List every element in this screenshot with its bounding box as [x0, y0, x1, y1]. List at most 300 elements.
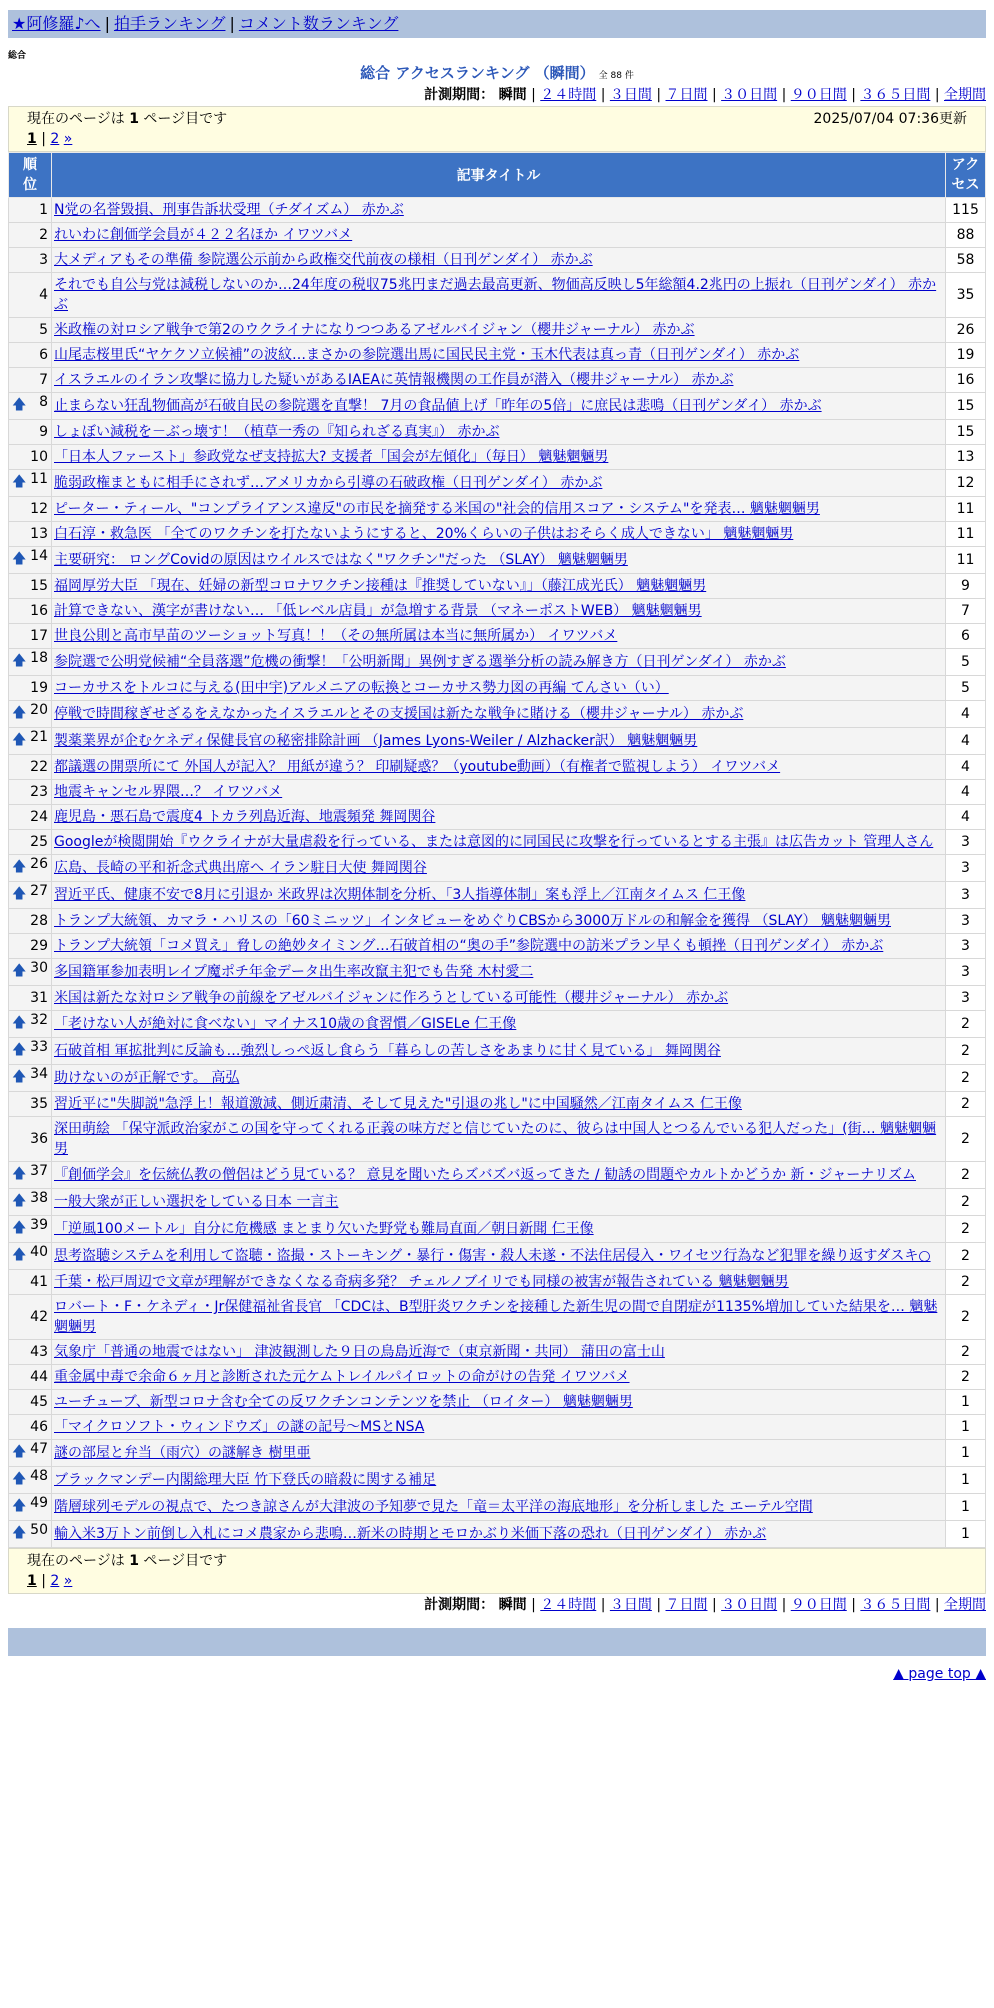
access-count: 3	[946, 959, 986, 986]
table-row	[9, 959, 986, 986]
access-count: 11	[946, 522, 986, 547]
rank-number: 32	[30, 1012, 48, 1028]
rank-up-arrow-icon: 🡅	[12, 886, 27, 902]
title-cell	[52, 1189, 946, 1216]
access-count: 19	[946, 343, 986, 368]
access-count: 11	[946, 497, 986, 522]
period-option-link[interactable]: ３０日間	[721, 1597, 778, 1613]
article-link[interactable]: 米政権の対ロシア戦争で第2のウクライナになりつつあるアゼルバイジャン（櫻井ジャーナル） 赤かぶ	[54, 322, 695, 338]
access-count: 2	[946, 1065, 986, 1092]
period-separator: |	[651, 1597, 666, 1613]
title-cell	[52, 248, 946, 273]
rank-number: 12	[30, 501, 48, 517]
rank-cell	[9, 728, 52, 755]
article-link[interactable]: 鹿児島・悪石島で震度4 トカラ列島近海、地震頻発 舞岡関谷	[54, 809, 436, 825]
rank-cell	[9, 986, 52, 1011]
article-link[interactable]: トランプ大統領「コメ買え」脅しの絶妙タイミング…石破首相の“奥の手”参院選中の訪米プラン早くも頓挫（日刊ゲンダイ） 赤かぶ	[54, 938, 884, 954]
rank-number: 41	[30, 1274, 48, 1290]
table-row	[9, 368, 986, 393]
header-rank-label: 順位	[23, 157, 37, 193]
article-link[interactable]: 謎の部屋と弁当（雨穴）の謎解き 樹里亜	[54, 1445, 311, 1461]
rank-up-arrow-icon: 🡅	[12, 1247, 27, 1263]
rank-number: 29	[30, 938, 48, 954]
article-link[interactable]: ロバート・F・ケネディ・Jr保健福祉省長官 「CDCは、B型肝炎ワクチンを接種した新生児の間で自閉症が1135%増加していた結果を… 魑魅魍魎男	[54, 1299, 938, 1335]
article-link[interactable]: N党の名誉毀損、刑事告訴状受理（チダイズム） 赤かぶ	[54, 202, 404, 218]
article-link[interactable]: 習近平氏、健康不安で8月に引退か 米政界は次期体制を分析、「3人指導体制」案も浮上／江南タイムス 仁王像	[54, 887, 746, 903]
article-link[interactable]: 深田萌絵 「保守派政治家がこの国を守ってくれる正義の味方だと信じていたのに、彼らは中国人とつるんでいる犯人だった」(街… 魑魅魍魎男	[54, 1121, 937, 1157]
rank-number: 19	[30, 680, 48, 696]
article-link[interactable]: ユーチューブ、新型コロナ含む全ての反ワクチンコンテンツを禁止 （ロイター） 魑魅魍魎男	[54, 1394, 633, 1410]
article-link[interactable]: それでも自公与党は減税しないのか…24年度の税収75兆円まだ過去最高更新、物価高反映し5年総額4.2兆円の上振れ（日刊ゲンダイ） 赤かぶ	[54, 277, 937, 313]
title-cell	[52, 649, 946, 676]
article-link[interactable]: 計算できない、漢字が書けない… 「低レベル店員」が急増する背景 （マネーポストWEB） 魑魅魍魎男	[54, 603, 702, 619]
current-page-number: 1	[129, 111, 139, 127]
article-link[interactable]: Googleが検閲開始『ウクライナが大量虐殺を行っている、または意図的に同国民に攻撃を行っているとする主張』は広告カット 管理人さん	[54, 834, 934, 850]
article-link[interactable]: ブラックマンデー内閣総理大臣 竹下登氏の暗殺に関する補足	[54, 1472, 437, 1488]
rank-number: 7	[39, 372, 48, 388]
table-row	[9, 393, 986, 420]
period-separator: |	[596, 1597, 610, 1613]
access-count: 15	[946, 393, 986, 420]
rank-up-arrow-icon: 🡅	[12, 1498, 27, 1514]
rank-cell	[9, 1038, 52, 1065]
title-cell	[52, 755, 946, 780]
next-page-link[interactable]: »	[63, 1573, 73, 1589]
table-row	[9, 198, 986, 223]
table-row	[9, 1467, 986, 1494]
rank-number: 31	[30, 990, 48, 1006]
period-option-link[interactable]: ２４時間	[540, 87, 597, 103]
title-cell	[52, 934, 946, 959]
title-cell	[52, 273, 946, 318]
rank-cell	[9, 497, 52, 522]
category-label: 総合	[8, 51, 27, 61]
table-row	[9, 1162, 986, 1189]
access-count: 115	[946, 198, 986, 223]
title-cell	[52, 1340, 946, 1365]
access-count: 1	[946, 1467, 986, 1494]
period-option-link[interactable]: ２４時間	[540, 1597, 597, 1613]
article-link[interactable]: 輸入米3万トン前倒し入札にコメ農家から悲鳴…新米の時期とモロかぶり米価下落の恐れ（日刊ゲンダイ） 赤かぶ	[54, 1526, 767, 1542]
rank-cell	[9, 830, 52, 855]
table-row	[9, 273, 986, 318]
article-link[interactable]: 製薬業界が企むケネディ保健長官の秘密排除計画 （James Lyons-Weiler / Alzhacker訳） 魑魅魍魎男	[54, 733, 698, 749]
period-separator: |	[531, 1597, 541, 1613]
period-option-link[interactable]: ９０日間	[790, 1597, 847, 1613]
article-link[interactable]: 「日本人ファースト」参政党なぜ支持拡大? 支援者「国会が左傾化」（毎日） 魑魅魍魎男	[54, 449, 609, 465]
access-count: 11	[946, 547, 986, 574]
period-option-link[interactable]: ９０日間	[790, 87, 847, 103]
access-count: 3	[946, 909, 986, 934]
article-link[interactable]: 米国は新たな対ロシア戦争の前線をアゼルバイジャンに作ろうとしている可能性（櫻井ジャーナル） 赤かぶ	[54, 990, 729, 1006]
title-cell	[52, 223, 946, 248]
current-page-pre: 現在のページは	[27, 1553, 125, 1569]
page-link[interactable]: 2	[50, 1573, 60, 1589]
rank-cell	[9, 547, 52, 574]
access-count: 9	[946, 574, 986, 599]
period-option-link[interactable]: ３日間	[609, 87, 652, 103]
title-cell	[52, 780, 946, 805]
rank-cell	[9, 805, 52, 830]
access-count: 4	[946, 805, 986, 830]
period-label: 計測期間：	[424, 1597, 495, 1613]
article-link[interactable]: コーカサスをトルコに与える(田中宇)アルメニアの転換とコーカサス勢力図の再編 てんさい（い）	[54, 680, 669, 696]
rank-cell	[9, 1415, 52, 1440]
article-link[interactable]: 地震キャンセル界隈…？ イワツバメ	[54, 784, 283, 800]
access-count: 26	[946, 318, 986, 343]
nav-separator: |	[104, 14, 110, 33]
article-link[interactable]: 『創価学会』を伝統仏教の僧侶はどう見ている？ 意見を聞いたらズバズバ返ってきた / 勧誘の問題やカルトかどうか 新・ジャーナリズム	[54, 1167, 916, 1183]
article-link[interactable]: 多国籍軍参加表明レイプ魔ポチ年金データ出生率改竄主犯でも告発 木村愛二	[54, 964, 534, 980]
article-link[interactable]: ピーター・ティール、"コンプライアンス違反"の市民を摘発する米国の"社会的信用スコア・システム"を発表… 魑魅魍魎男	[54, 501, 820, 517]
current-page-indicator: 1	[27, 131, 37, 147]
title-cell	[52, 1065, 946, 1092]
title-cell	[52, 676, 946, 701]
rank-cell	[9, 1117, 52, 1162]
table-row	[9, 986, 986, 1011]
current-page-text	[27, 109, 227, 129]
article-link[interactable]: 脆弱政権まともに相手にされず…アメリカから引導の石破政権（日刊ゲンダイ） 赤かぶ	[54, 475, 603, 491]
article-link[interactable]: 山尾志桜里氏“ヤケクソ立候補”の波紋…まさかの参院選出馬に国民民主党・玉木代表は真っ青（日刊ゲンダイ） 赤かぶ	[54, 347, 800, 363]
table-row	[9, 649, 986, 676]
article-link[interactable]: 参院選で公明党候補“全員落選”危機の衝撃！「公明新聞」異例すぎる選挙分析の読み解き方（日刊ゲンダイ） 赤かぶ	[54, 654, 786, 670]
period-separator: |	[777, 87, 791, 103]
table-row	[9, 830, 986, 855]
title-cell	[52, 805, 946, 830]
table-row	[9, 1494, 986, 1521]
title-cell	[52, 701, 946, 728]
article-link[interactable]: 重金属中毒で余命６ヶ月と診断された元ケムトレイルパイロットの命がけの告発 イワツバメ	[54, 1369, 630, 1385]
article-link[interactable]: 停戦で時間稼ぎせざるをえなかったイスラエルとその支援国は新たな戦争に賭ける（櫻井ジャーナル） 赤かぶ	[54, 706, 744, 722]
rank-number: 34	[30, 1066, 48, 1082]
title-cell	[52, 728, 946, 755]
period-option-link[interactable]: ３６５日間	[860, 87, 931, 103]
access-count: 2	[946, 1243, 986, 1270]
table-row	[9, 343, 986, 368]
access-count: 1	[946, 1415, 986, 1440]
article-link[interactable]: 福岡厚労大臣 「現在、妊婦の新型コロナワクチン接種は『推奨していない』」（藤江成光氏） 魑魅魍魎男	[54, 578, 707, 594]
article-link[interactable]: 「逆風100メートル」自分に危機感 まとまり欠いた野党も難局直面／朝日新聞 仁王像	[54, 1221, 594, 1237]
page-top-link[interactable]: ▲ page top ▲	[893, 1666, 986, 1682]
period-separator: |	[707, 87, 722, 103]
access-count: 4	[946, 755, 986, 780]
period-option-link[interactable]: ３日間	[609, 1597, 652, 1613]
title-cell	[52, 1415, 946, 1440]
article-link[interactable]: 千葉・松戸周辺で文章が理解ができなくなる奇病多発？ チェルノブイリでも同様の被害が報告されている 魑魅魍魎男	[54, 1274, 789, 1290]
rank-cell	[9, 1494, 52, 1521]
access-count: 2	[946, 1365, 986, 1390]
article-link[interactable]: 「老けない人が絶対に食べない」マイナス10歳の食習慣／GISELe 仁王像	[54, 1016, 517, 1032]
title-cell	[52, 1440, 946, 1467]
rank-number: 8	[39, 394, 48, 410]
access-count: 4	[946, 728, 986, 755]
rank-number: 27	[30, 883, 48, 899]
table-row	[9, 1390, 986, 1415]
title-cell	[52, 1521, 946, 1548]
article-link[interactable]: 「マイクロソフト・ウィンドウズ」の謎の記号〜MSとNSA	[54, 1419, 425, 1435]
title-cell	[52, 393, 946, 420]
access-count: 3	[946, 855, 986, 882]
article-link[interactable]: 白石淳・救急医 「全てのワクチンを打たないようにすると、20%くらいの子供はおそらく成人できない」 魑魅魍魎男	[54, 526, 794, 542]
page-title	[8, 62, 986, 84]
article-link[interactable]: 思考盗聴システムを利用して盗聴・盗撮・ストーキング・暴行・傷害・殺人未遂・不法住居侵入・ワイセツ行為など犯罪を繰り返すダスキ○	[54, 1248, 931, 1264]
article-link[interactable]: イスラエルのイラン攻撃に協力した疑いがあるIAEAに英情報機関の工作員が潜入（櫻井ジャーナル） 赤かぶ	[54, 372, 734, 388]
article-link[interactable]: れいわに創価学会員が４２２名ほか イワツバメ	[54, 227, 353, 243]
article-link[interactable]: 大メディアもその準備 参院選公示前から政権交代前夜の様相（日刊ゲンダイ） 赤かぶ	[54, 252, 593, 268]
table-row	[9, 547, 986, 574]
page-separator: |	[36, 131, 51, 147]
rank-cell	[9, 445, 52, 470]
rank-cell	[9, 393, 52, 420]
title-cell	[52, 470, 946, 497]
access-count: 13	[946, 445, 986, 470]
clap-ranking-link[interactable]: 拍手ランキング	[113, 14, 226, 33]
period-separator: |	[531, 87, 541, 103]
table-row	[9, 624, 986, 649]
access-count: 2	[946, 1340, 986, 1365]
title-cell	[52, 420, 946, 445]
period-current: 瞬間	[498, 87, 527, 103]
title-cell	[52, 830, 946, 855]
rank-cell	[9, 574, 52, 599]
rank-number: 20	[30, 702, 48, 718]
title-cell	[52, 1494, 946, 1521]
rank-number: 25	[30, 834, 48, 850]
table-row	[9, 805, 986, 830]
access-count: 3	[946, 934, 986, 959]
rank-cell	[9, 855, 52, 882]
access-count: 2	[946, 1011, 986, 1038]
rank-cell	[9, 1243, 52, 1270]
ranking-table	[8, 152, 986, 1548]
rank-cell	[9, 248, 52, 273]
table-row	[9, 445, 986, 470]
table-row	[9, 318, 986, 343]
article-link[interactable]: 石破首相 軍拡批判に反論も…強烈しっぺ返し食らう「暮らしの苦しさをあまりに甘く見ている」 舞岡関谷	[54, 1043, 721, 1059]
current-page-text	[27, 1551, 227, 1571]
rank-cell	[9, 318, 52, 343]
rank-number: 40	[30, 1244, 48, 1260]
access-count: 3	[946, 882, 986, 909]
rank-cell	[9, 1189, 52, 1216]
rank-cell	[9, 1295, 52, 1340]
access-count: 12	[946, 470, 986, 497]
table-row	[9, 1243, 986, 1270]
title-cell	[52, 445, 946, 470]
rank-up-arrow-icon: 🡅	[12, 653, 27, 669]
title-cell	[52, 1011, 946, 1038]
rank-cell	[9, 909, 52, 934]
title-cell	[52, 343, 946, 368]
period-option-link[interactable]: ７日間	[665, 87, 708, 103]
title-cell	[52, 574, 946, 599]
rank-up-arrow-icon: 🡅	[12, 1193, 27, 1209]
rank-number: 37	[30, 1163, 48, 1179]
rank-up-arrow-icon: 🡅	[12, 963, 27, 979]
article-link[interactable]: 一般大衆が正しい選択をしている日本 一言主	[54, 1194, 339, 1210]
rank-number: 17	[30, 628, 48, 644]
rank-cell	[9, 343, 52, 368]
title-cell	[52, 1390, 946, 1415]
period-option-link[interactable]: 全期間	[944, 87, 986, 103]
rank-number: 11	[30, 471, 48, 487]
pager-bottom	[8, 1548, 986, 1594]
title-cell	[52, 522, 946, 547]
header-rank	[9, 153, 52, 198]
rank-number: 23	[30, 784, 48, 800]
rank-cell	[9, 676, 52, 701]
current-page-post: ページ目です	[143, 1553, 228, 1569]
rank-number: 43	[30, 1344, 48, 1360]
table-row	[9, 420, 986, 445]
period-separator: |	[596, 87, 610, 103]
access-count: 3	[946, 830, 986, 855]
rank-number: 49	[30, 1495, 48, 1511]
access-count: 1	[946, 1521, 986, 1548]
rank-cell	[9, 1521, 52, 1548]
top-nav-bar	[8, 10, 986, 38]
title-cell	[52, 368, 946, 393]
rank-number: 5	[39, 322, 48, 338]
rank-cell	[9, 1270, 52, 1295]
title-cell	[52, 198, 946, 223]
rank-cell	[9, 1440, 52, 1467]
rank-up-arrow-icon: 🡅	[12, 1444, 27, 1460]
rank-up-arrow-icon: 🡅	[12, 1220, 27, 1236]
rank-cell	[9, 755, 52, 780]
table-row	[9, 1295, 986, 1340]
title-cell	[52, 497, 946, 522]
table-row	[9, 1117, 986, 1162]
pager-top	[8, 106, 986, 152]
rank-cell	[9, 701, 52, 728]
home-link[interactable]: ★阿修羅♪へ	[12, 14, 101, 33]
current-page-number: 1	[129, 1553, 139, 1569]
title-cell	[52, 1038, 946, 1065]
total-count: 全 88 件	[598, 71, 634, 81]
rank-cell	[9, 624, 52, 649]
rank-number: 48	[30, 1468, 48, 1484]
title-cell	[52, 1117, 946, 1162]
article-link[interactable]: 都議選の開票所にて 外国人が記入？ 用紙が違う？ 印刷疑惑？（youtube動画）（有権者で監視しよう） イワツバメ	[54, 759, 781, 775]
access-count: 2	[946, 1189, 986, 1216]
rank-cell	[9, 1340, 52, 1365]
period-separator: |	[930, 1597, 944, 1613]
rank-cell	[9, 273, 52, 318]
rank-cell	[9, 1365, 52, 1390]
period-option-link[interactable]: 全期間	[944, 1597, 986, 1613]
rank-up-arrow-icon: 🡅	[12, 859, 27, 875]
next-page-link[interactable]: »	[63, 131, 73, 147]
table-row	[9, 574, 986, 599]
title-cell	[52, 855, 946, 882]
title-cell	[52, 882, 946, 909]
rank-cell	[9, 649, 52, 676]
access-count: 1	[946, 1494, 986, 1521]
rank-number: 30	[30, 960, 48, 976]
period-option-link[interactable]: ３０日間	[721, 87, 778, 103]
rank-number: 47	[30, 1441, 48, 1457]
article-link[interactable]: 世良公則と高市早苗のツーショット写真！！（その無所属は本当に無所属か） イワツバメ	[54, 628, 618, 644]
table-row	[9, 223, 986, 248]
title-cell	[52, 1467, 946, 1494]
header-title: 記事タイトル	[52, 153, 946, 198]
rank-number: 46	[30, 1419, 48, 1435]
rank-cell	[9, 522, 52, 547]
article-link[interactable]: 広島、長崎の平和祈念式典出席へ イラン駐日大使 舞岡関谷	[54, 860, 427, 876]
access-count: 88	[946, 223, 986, 248]
current-page-indicator: 1	[27, 1573, 37, 1589]
article-link[interactable]: 止まらない狂乱物価高が石破自民の参院選を直撃！ 7月の食品値上げ「昨年の5倍」に庶民は悲鳴（日刊ゲンダイ） 赤かぶ	[54, 398, 822, 414]
table-row	[9, 1011, 986, 1038]
article-link[interactable]: 助けないのが正解です。 高弘	[54, 1070, 240, 1086]
table-row	[9, 522, 986, 547]
period-separator: |	[846, 87, 861, 103]
rank-number: 38	[30, 1190, 48, 1206]
rank-cell	[9, 599, 52, 624]
updated-time: 2025/07/04 07:36更新	[813, 111, 967, 127]
table-row	[9, 497, 986, 522]
access-count: 5	[946, 676, 986, 701]
rank-up-arrow-icon: 🡅	[12, 1166, 27, 1182]
rank-cell	[9, 1467, 52, 1494]
period-option-link[interactable]: ７日間	[665, 1597, 708, 1613]
article-link[interactable]: トランプ大統領、カマラ・ハリスの「60ミニッツ」インタビューをめぐりCBSから3000万ドルの和解金を獲得 （SLAY） 魑魅魍魎男	[54, 913, 892, 929]
table-row	[9, 855, 986, 882]
rank-number: 44	[30, 1369, 48, 1385]
article-link[interactable]: 階層球列モデルの視点で、たつき諒さんが大津波の予知夢で見た「竜＝太平洋の海底地形」を分析しました エーテル空間	[54, 1499, 813, 1515]
table-row	[9, 248, 986, 273]
period-separator: |	[707, 1597, 722, 1613]
rank-cell	[9, 368, 52, 393]
table-row	[9, 1340, 986, 1365]
page-link[interactable]: 2	[50, 131, 60, 147]
rank-number: 14	[30, 548, 48, 564]
rank-number: 9	[39, 424, 48, 440]
comment-ranking-link[interactable]: コメント数ランキング	[238, 14, 399, 33]
table-row	[9, 1216, 986, 1243]
article-link[interactable]: しょぼい減税を－ぶっ壊す！（植草一秀の『知られざる真実』） 赤かぶ	[54, 424, 500, 440]
period-current: 瞬間	[498, 1597, 527, 1613]
rank-number: 16	[30, 603, 48, 619]
rank-number: 33	[30, 1039, 48, 1055]
title-cell	[52, 1295, 946, 1340]
period-option-link[interactable]: ３６５日間	[860, 1597, 931, 1613]
title-cell	[52, 1365, 946, 1390]
article-link[interactable]: 習近平に"失脚説"急浮上！報道激減、側近粛清、そして見えた"引退の兆し"に中国騒然／江南タイムス 仁王像	[54, 1096, 742, 1112]
rank-cell	[9, 420, 52, 445]
title-cell	[52, 318, 946, 343]
nav-separator: |	[229, 14, 235, 33]
rank-number: 45	[30, 1394, 48, 1410]
rank-up-arrow-icon: 🡅	[12, 732, 27, 748]
rank-number: 1	[39, 202, 48, 218]
rank-number: 6	[39, 347, 48, 363]
rank-up-arrow-icon: 🡅	[12, 1471, 27, 1487]
table-row	[9, 934, 986, 959]
rank-number: 3	[39, 252, 48, 268]
footer-bar	[8, 1628, 986, 1656]
article-link[interactable]: 気象庁「普通の地震ではない」 津波観測した９日の鳥島近海で（東京新聞・共同） 蒲田の富士山	[54, 1344, 665, 1360]
rank-number: 21	[30, 729, 48, 745]
period-separator: |	[930, 87, 944, 103]
ranking-title: 総合 アクセスランキング （瞬間）	[360, 64, 595, 82]
rank-number: 10	[30, 449, 48, 465]
rank-number: 35	[30, 1096, 48, 1112]
table-row	[9, 755, 986, 780]
title-cell	[52, 1216, 946, 1243]
article-link[interactable]: 主要研究： ロングCovidの原因はウイルスではなく"ワクチン"だった （SLAY） 魑魅魍魎男	[54, 552, 628, 568]
